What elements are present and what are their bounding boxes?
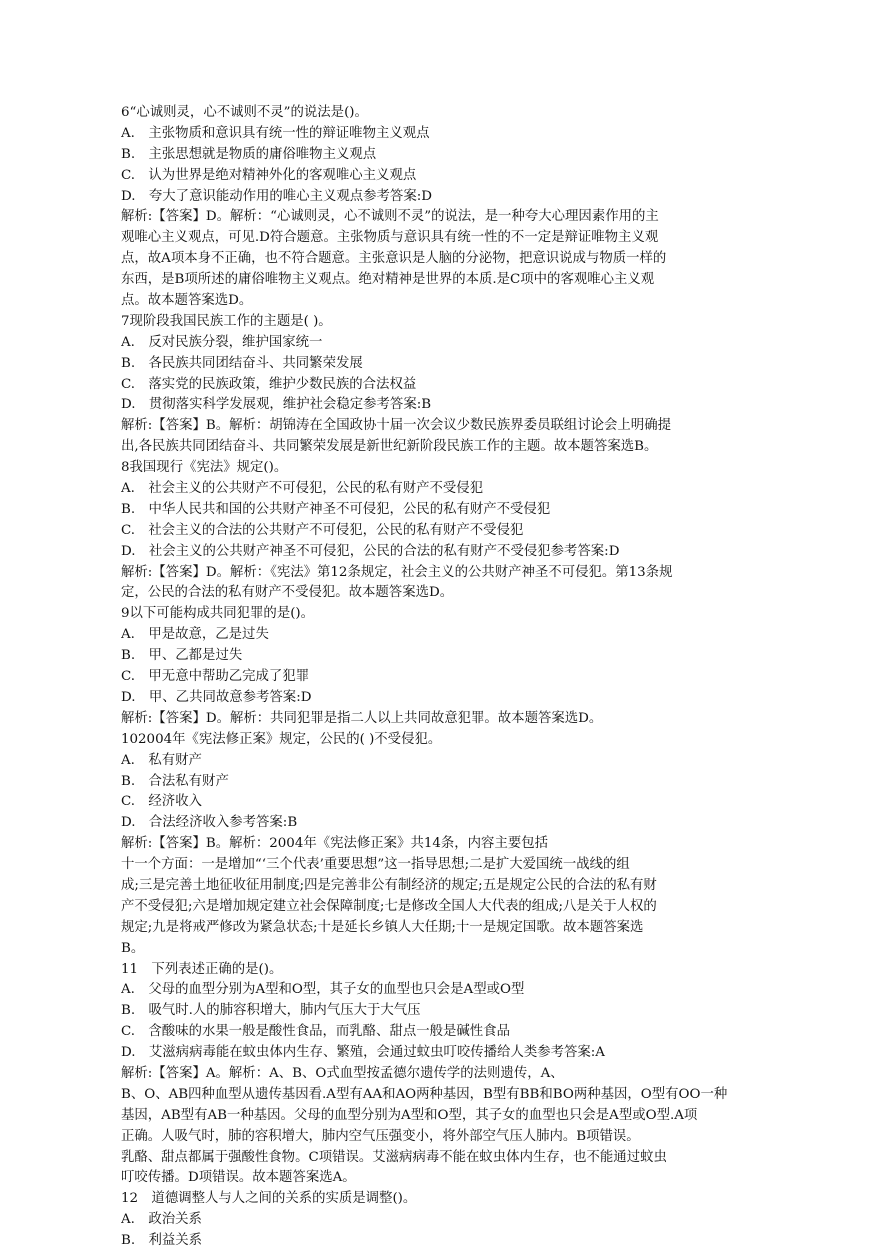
question-8-option-a: A. 社会主义的公共财产不可侵犯，公民的私有财产不受侵犯 bbox=[121, 481, 484, 497]
question-11-analysis: 解析:【答案】A。解析：A、B、O式血型按孟德尔遗传学的法则遗传，A、 bbox=[121, 1065, 564, 1081]
question-11-stem: 11 下列表述正确的是()。 bbox=[121, 961, 283, 977]
question-11-analysis: 乳酪、甜点都属于强酸性食物。C项错误。艾滋病病毒不能在蚊虫体内生存，也不能通过蚊虫 bbox=[121, 1149, 667, 1165]
question-9-option-d: D. 甲、乙共同故意参考答案:D bbox=[121, 689, 312, 705]
question-11-analysis: 正确。人吸气时，肺的容积增大，肺内空气压强变小，将外部空气压人肺内。B项错误。 bbox=[121, 1128, 640, 1144]
question-11-analysis: 叮咬传播。D项错误。故本题答案选A。 bbox=[121, 1170, 356, 1186]
question-8-stem: 8我国现行《宪法》规定()。 bbox=[121, 460, 288, 476]
question-8-option-c: C. 社会主义的合法的公共财产不可侵犯，公民的私有财产不受侵犯 bbox=[121, 522, 524, 538]
question-11-option-a: A. 父母的血型分别为A型和O型，其子女的血型也只会是A型或O型 bbox=[121, 982, 525, 998]
question-6-analysis: 点，故A项本身不正确，也不符合题意。主张意识是人脑的分泌物，把意识说成与物质一样的 bbox=[121, 251, 667, 267]
question-7-analysis: 出,各民族共同团结奋斗、共同繁荣发展是新世纪新阶段民族工作的主题。故本题答案选B。 bbox=[121, 439, 658, 455]
question-11-option-c: C. 含酸味的水果一般是酸性食品，而乳酪、甜点一般是碱性食品 bbox=[121, 1024, 510, 1040]
question-9-analysis: 解析:【答案】D。解析：共同犯罪是指二人以上共同故意犯罪。故本题答案选D。 bbox=[121, 710, 603, 726]
question-8-option-d: D. 社会主义的公共财产神圣不可侵犯，公民的合法的私有财产不受侵犯参考答案:D bbox=[121, 543, 620, 559]
question-10-option-d: D. 合法经济收入参考答案:B bbox=[121, 815, 298, 831]
question-7-option-d: D. 贯彻落实科学发展观，维护社会稳定参考答案:B bbox=[121, 397, 432, 413]
question-10-option-c: C. 经济收入 bbox=[121, 794, 202, 810]
question-10-analysis: 成;三是完善土地征收征用制度;四是完善非公有制经济的规定;五是规定公民的合法的私有财 bbox=[121, 877, 657, 893]
question-8-option-b: B. 中华人民共和国的公共财产神圣不可侵犯，公民的私有财产不受侵犯 bbox=[121, 501, 551, 517]
question-7-analysis: 解析:【答案】B。解析：胡锦涛在全国政协十届一次会议少数民族界委员联组讨论会上明确提 bbox=[121, 418, 671, 434]
question-6-option-b: B. 主张思想就是物质的庸俗唯物主义观点 bbox=[121, 146, 377, 162]
question-7-stem: 7现阶段我国民族工作的主题是( )。 bbox=[121, 313, 332, 329]
question-9-option-a: A. 甲是故意，乙是过失 bbox=[121, 627, 269, 643]
question-12-option-a: A. 政治关系 bbox=[121, 1212, 202, 1228]
question-10-analysis: 解析:【答案】B。解析：2004年《宪法修正案》共14条，内容主要包括 bbox=[121, 836, 549, 852]
question-6-option-c: C. 认为世界是绝对精神外化的客观唯心主义观点 bbox=[121, 167, 417, 183]
question-6-analysis: 观唯心主义观点，可见.D符合题意。主张物质与意识具有统一性的不一定是辩证唯物主义观 bbox=[121, 230, 659, 246]
question-10-analysis: 产不受侵犯;六是增加规定建立社会保障制度;七是修改全国人大代表的组成;八是关于人权的 bbox=[121, 898, 657, 914]
question-7-option-a: A. 反对民族分裂，维护国家统一 bbox=[121, 334, 323, 350]
question-6-stem: 6“心诚则灵，心不诚则不灵”的说法是()。 bbox=[121, 105, 368, 120]
question-9-option-b: B. 甲、乙都是过失 bbox=[121, 648, 243, 664]
question-6-analysis: 点。故本题答案选D。 bbox=[121, 293, 253, 309]
question-6-option-a: A. 主张物质和意识具有统一性的辩证唯物主义观点 bbox=[121, 125, 430, 141]
question-11-option-d: D. 艾滋病病毒能在蚊虫体内生存、繁殖，会通过蚊虫叮咬传播给人类参考答案:A bbox=[121, 1045, 605, 1061]
question-10-option-b: B. 合法私有财产 bbox=[121, 773, 229, 789]
question-8-analysis: 定，公民的合法的私有财产不受侵犯。故本题答案选D。 bbox=[121, 585, 454, 601]
question-6-analysis: 东西，是B项所述的庸俗唯物主义观点。绝对精神是世界的本质.是C项中的客观唯心主义观 bbox=[121, 272, 655, 288]
question-11-option-b: B. 吸气时.人的肺容积增大，肺内气压大于大气压 bbox=[121, 1003, 421, 1019]
question-12-stem: 12 道德调整人与人之间的关系的实质是调整()。 bbox=[121, 1191, 417, 1207]
question-7-option-c: C. 落实党的民族政策，维护少数民族的合法权益 bbox=[121, 376, 417, 392]
question-9-option-c: C. 甲无意中帮助乙完成了犯罪 bbox=[121, 669, 310, 685]
question-11-analysis: B、O、AB四种血型从遗传基因看.A型有AA和AO两种基因，B型有BB和BO两种基因，O型有OO一种 bbox=[121, 1086, 728, 1102]
question-10-analysis: 十一个方面：一是增加“‘三个代表’重要思想”这一指导思想;二是扩大爱国统一战线的组 bbox=[121, 857, 630, 873]
document-page bbox=[121, 103, 789, 1252]
question-10-analysis: B。 bbox=[121, 940, 145, 956]
question-11-analysis: 基因，AB型有AB一种基因。父母的血型分别为A型和O型，其子女的血型也只会是A型或O型.A项 bbox=[121, 1107, 698, 1123]
question-10-stem: 102004年《宪法修正案》规定，公民的( )不受侵犯。 bbox=[121, 731, 442, 747]
question-9-stem: 9以下可能构成共同犯罪的是()。 bbox=[121, 606, 315, 622]
question-8-analysis: 解析:【答案】D。解析：《宪法》第12条规定，社会主义的公共财产神圣不可侵犯。第13条规 bbox=[121, 564, 673, 580]
question-10-option-a: A. 私有财产 bbox=[121, 752, 202, 768]
question-10-analysis: 规定;九是将戒严修改为紧急状态;十是延长乡镇人大任期;十一是规定国歌。故本题答案选 bbox=[121, 919, 644, 935]
question-7-option-b: B. 各民族共同团结奋斗、共同繁荣发展 bbox=[121, 355, 363, 371]
question-12-option-b: B. 利益关系 bbox=[121, 1233, 203, 1249]
question-6-analysis: 解析:【答案】D。解析：“心诚则灵，心不诚则不灵”的说法，是一种夸大心理因素作用的主 bbox=[121, 209, 659, 225]
question-6-option-d: D. 夸大了意识能动作用的唯心主义观点参考答案:D bbox=[121, 188, 432, 204]
